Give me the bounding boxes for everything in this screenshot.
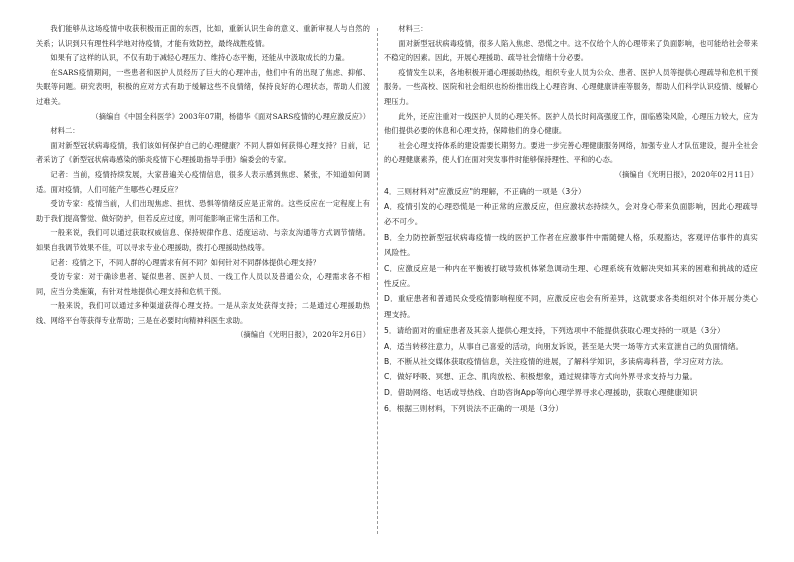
question-4-option-c: C．应激反应是一种内在平衡被打破导致机体紧急调动生理、心理系统有效解决突如其来的困难和挑战的适应性反应。: [384, 263, 758, 288]
source-citation-1: （摘编自《中国全科医学》2003年07期，杨德华《面对SARS疫情的心理应激反应》）: [91, 111, 370, 121]
right-column: [384, 22, 758, 548]
left-paragraph-2: 如果有了这样的认识，不仅有助于减轻心理压力、维持心态平衡，还能从中汲取成长的力量。: [50, 53, 350, 63]
source-citation-3: （摘编自《光明日报》，2020年02月11日）: [614, 169, 758, 179]
question-5-option-c: C．做好呼吸、冥想、正念、肌肉放松、积极想象，通过规律等方式向外界寻求支持与力量。: [384, 372, 698, 382]
left-paragraph-8: 记者：疫情之下，不同人群的心理需求有何不同？如何针对不同群体提供心理支持？: [50, 257, 321, 267]
question-5-option-d: D．借助网络、电话或导热线、自助咨询App等向心理学界寻求心理援助，获取心理健康知识: [384, 387, 698, 397]
left-column: [36, 22, 370, 548]
left-paragraph-1: 我们能够从这场疫情中收获积极而正面的东西，比如，重新认识生命的意义、重新审视人与自然的关系；认识到只有理性科学地对待疫情，才能有效防控，最终战胜疫情。: [36, 24, 370, 48]
right-paragraph-1: 面对新型冠状病毒疫情，很多人陷入焦虑、恐慌之中。这不仅给个人的心理带来了负面影响，也可能给社会带来不稳定的因素。因此，开展心理援助、疏导社会情绪十分必要。: [384, 38, 758, 63]
left-paragraph-3: 在SARS疫情期间，一些患者和医护人员经历了巨大的心理冲击，他们中有的出现了焦虑、抑郁、失眠等问题。研究表明，积极的应对方式有助于缓解这些不良情绪，保持良好的心理状态，帮助人们渡过难关。: [36, 67, 370, 106]
question-4: 4．三则材料对"应激反应"的理解，不正确的一项是（3分）: [384, 186, 586, 196]
left-paragraph-9: 受访专家：对于确诊患者、疑似患者、医护人员、一线工作人员以及普通公众，心理需求各不相同，应当分类施策，有针对性地提供心理支持和危机干预。: [36, 272, 370, 296]
right-paragraph-3: 此外，还应注重对一线医护人员的心理关怀。医护人员长时间高强度工作，面临感染风险，心理压力较大，应为他们提供必要的休息和心理支持，保障他们的身心健康。: [384, 111, 758, 136]
left-paragraph-5: 记者：当前，疫情持续发展，大家普遍关心疫情信息，很多人表示感到焦虑、紧张，不知道如何调适。面对疫情，人们可能产生哪些心理反应？: [36, 169, 370, 194]
left-paragraph-10: 一般来说，我们可以通过多种渠道获得心理支持。一是从亲友处获得支持；二是通过心理援助热线、网络平台等获得专业帮助；三是在必要时向精神科医生求助。: [36, 301, 370, 325]
right-paragraph-4: 社会心理支持体系的建设需要长期努力。要进一步完善心理健康服务网络，加强专业人才队伍建设，提升全社会的心理健康素养，使人们在面对突发事件时能够保持理性、平和的心态。: [384, 140, 758, 165]
column-separator: [377, 28, 378, 534]
source-citation-2: （摘编自《光明日报》，2020年2月6日）: [236, 330, 370, 340]
left-paragraph-6: 受访专家：疫情当前，人们出现焦虑、担忧、恐惧等情绪反应是正常的。这些反应在一定程度上有助于我们提高警觉、做好防护，但若反应过度，则可能影响正常生活和工作。: [36, 199, 370, 223]
material-two-label: 材料二：: [50, 126, 80, 136]
question-5-option-a: A．适当转移注意力，从事自己喜爱的活动，向朋友诉说，甚至是大哭一场等方式来宣泄自己的负面情绪。: [384, 341, 744, 351]
question-5: 5．请给面对的重症患者及其亲人提供心理支持，下列选项中不能提供获取心理支持的一项是（3分）: [384, 326, 725, 336]
question-6: 6．根据三则材料，下列说法不正确的一项是（3分）: [384, 404, 564, 414]
material-three-label: 材料三：: [398, 24, 428, 33]
question-4-option-a: A．疫情引发的心理恐慌是一种正常的应激反应，但应激状态持续久，会对身心带来负面影响，因此心理疏导必不可少。: [384, 201, 758, 227]
left-paragraph-4: 面对新型冠状病毒疫情，我们该如何保护自己的心理健康？不同人群如何获得心理支持？日前，记者采访了《新型冠状病毒感染的肺炎疫情下心理援助指导手册》编委会的专家。: [36, 140, 370, 165]
left-paragraph-7: 一般来说，我们可以通过获取权威信息、保持规律作息、适度运动、与亲友沟通等方式调节情绪。如果自我调节效果不佳，可以寻求专业心理援助，拨打心理援助热线等。: [36, 228, 370, 252]
right-paragraph-2: 疫情发生以来，各地积极开通心理援助热线，组织专业人员为公众、患者、医护人员等提供心理疏导和危机干预服务。一些高校、医院和社会组织也纷纷推出线上心理咨询、心理健康讲座等服务，帮助人们科学认识疫情、缓解心理压力。: [384, 67, 758, 106]
question-4-option-d: D．重症患者和普通民众受疫情影响程度不同，应激反应也会有所差异，这就要求各类组织对个体开展分类心理支持。: [384, 294, 758, 319]
question-4-option-b: B．全力防控新型冠状病毒疫情一线的医护工作者在应激事件中需随健人格，乐观豁达，客观评估事件的真实风险性。: [384, 232, 758, 258]
question-5-option-b: B．不断从社交媒体获取疫情信息，关注疫情的进展，了解科学知识，多读病毒科普，学习应对方法。: [384, 357, 728, 366]
